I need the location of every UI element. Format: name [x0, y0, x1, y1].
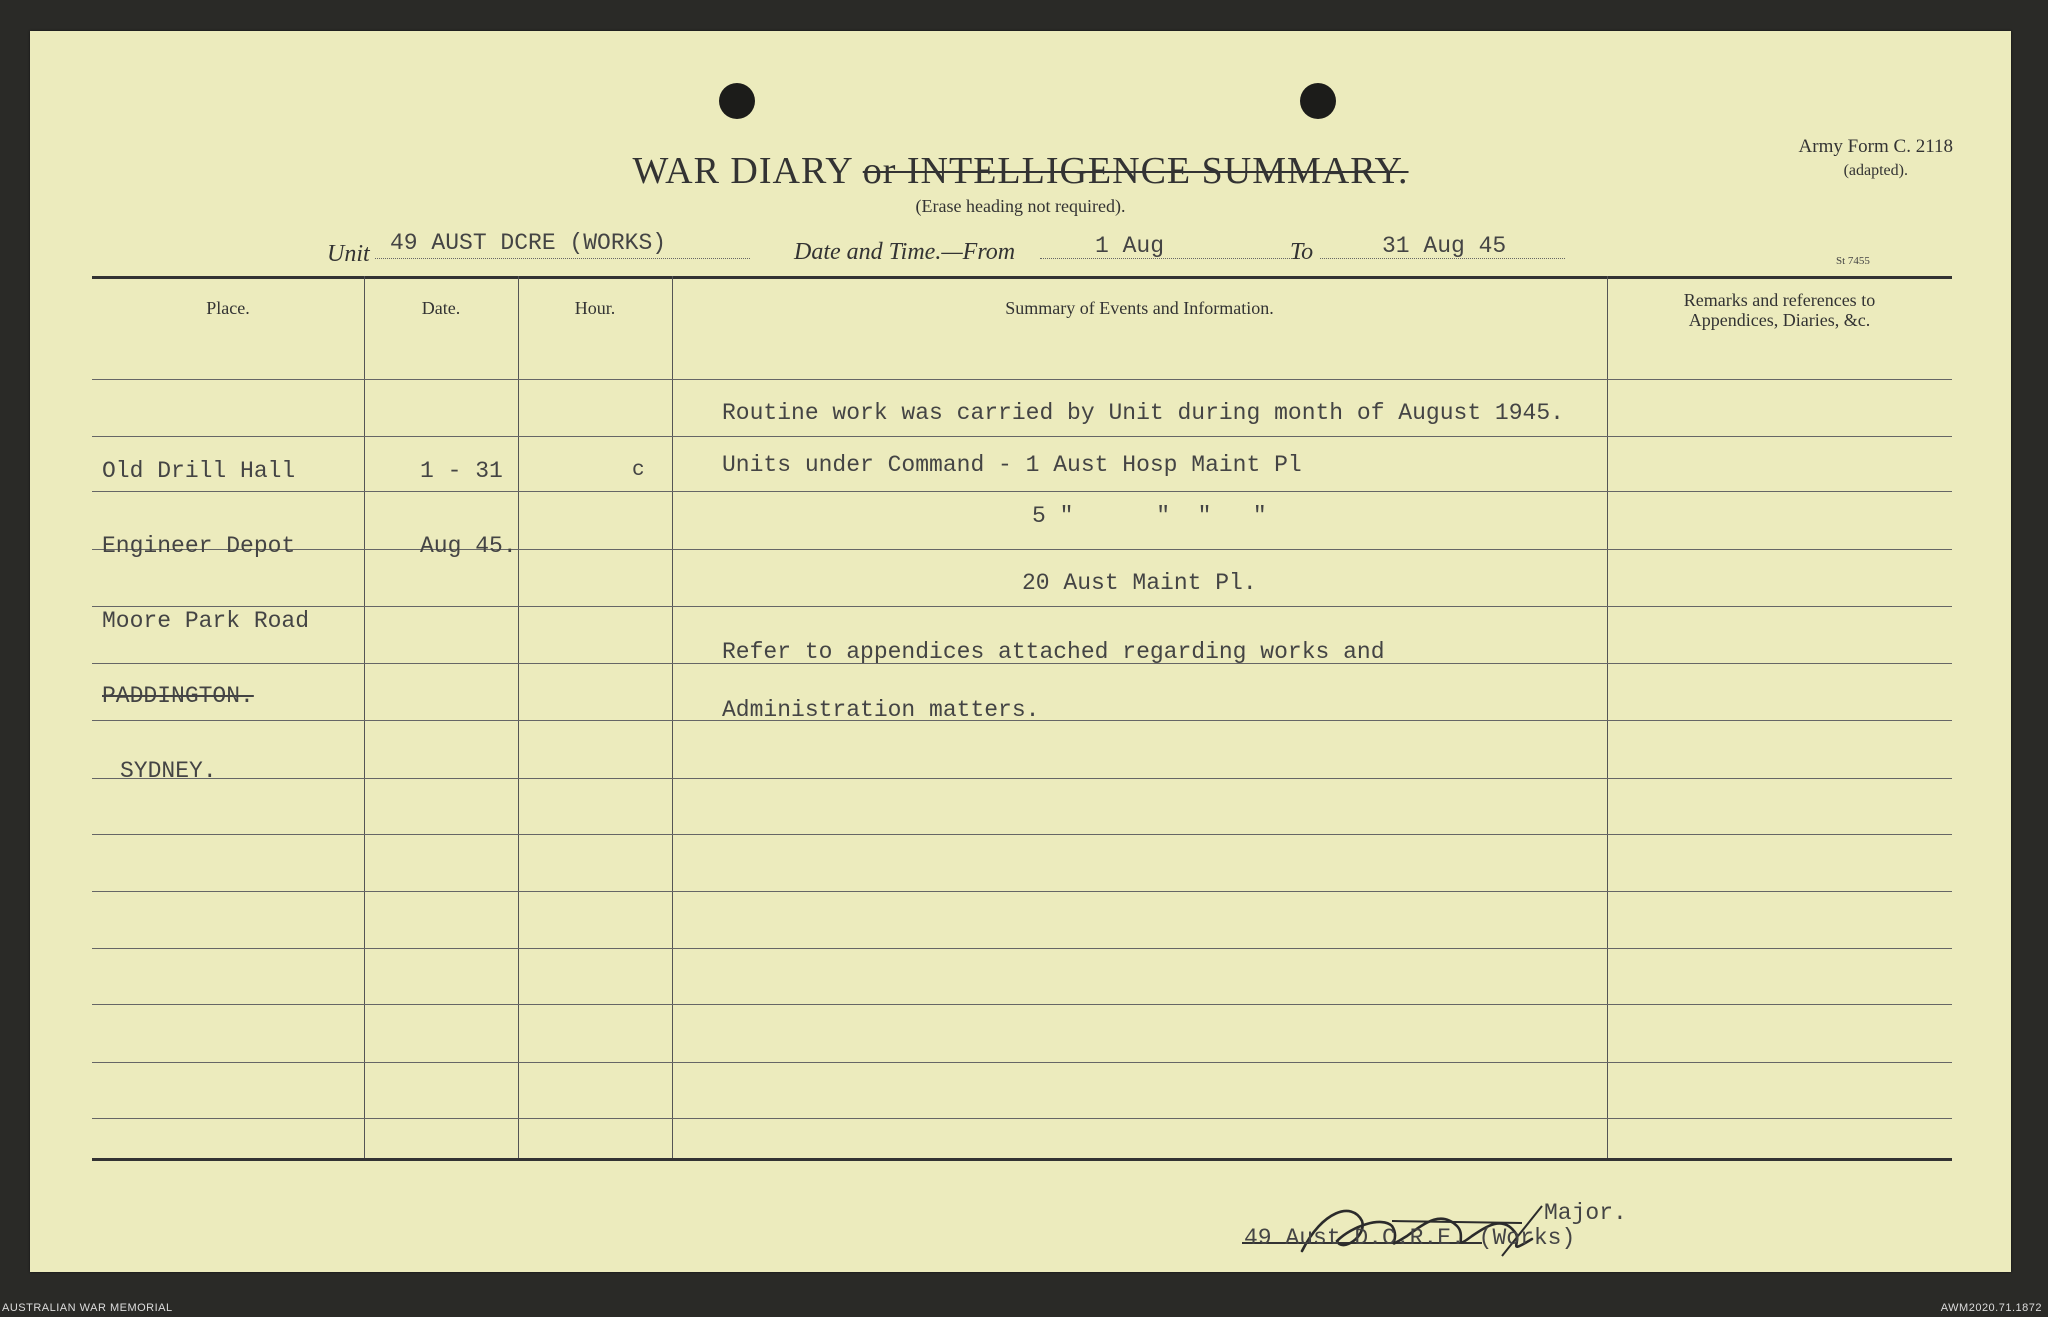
- column-divider: [364, 276, 365, 1161]
- summary-line: Refer to appendices attached regarding works and: [722, 639, 1385, 665]
- row-rule: [92, 549, 1952, 550]
- column-header-summary: Summary of Events and Information.: [1005, 298, 1274, 318]
- unit-label: Unit: [327, 241, 370, 267]
- table-top-rule: [92, 276, 1952, 279]
- date-from: 1 Aug: [1095, 233, 1165, 259]
- date-to: 31 Aug 45: [1382, 233, 1507, 259]
- summary-line: Units under Command - 1 Aust Hosp Maint Pl: [722, 452, 1302, 478]
- row-rule: [92, 778, 1952, 779]
- date-entry: [420, 409, 517, 609]
- row-rule: [92, 491, 1952, 492]
- summary-line: Administration matters.: [722, 697, 1040, 723]
- date-to-dotline: [1320, 258, 1565, 259]
- row-rule: [92, 606, 1952, 607]
- place-line: Old Drill Hall: [102, 458, 296, 484]
- column-header-date: Date.: [421, 298, 461, 318]
- date-from-dotline: [1040, 258, 1300, 259]
- column-header-hour: Hour.: [574, 298, 616, 318]
- diary-table: [92, 276, 1952, 1251]
- to-label: To: [1290, 239, 1314, 265]
- table-bottom-rule: [92, 1158, 1952, 1161]
- remarks-line-2: Appendices, Diaries, &c.: [1688, 310, 1871, 330]
- row-rule: [92, 834, 1952, 835]
- column-header-place: Place.: [206, 298, 250, 318]
- summary-line: 5 " " " ": [1032, 503, 1267, 529]
- footer-right: AWM2020.71.1872: [1940, 1302, 2042, 1314]
- hour-entry: c: [632, 459, 645, 482]
- column-divider: [672, 276, 673, 1161]
- row-rule: [92, 948, 1952, 949]
- unit-dotline: [375, 258, 750, 259]
- row-rule: [92, 436, 1952, 437]
- row-rule: [92, 379, 1952, 380]
- row-rule: [92, 1062, 1952, 1063]
- signature-unit: 49 Aust D.C.R.E. (Works): [1244, 1225, 1576, 1251]
- remarks-line-1: Remarks and references to: [1683, 290, 1876, 310]
- form-adapted: (adapted).: [1843, 162, 1908, 179]
- title-struck: or INTELLIGENCE SUMMARY.: [862, 150, 1409, 192]
- row-rule: [92, 1118, 1952, 1119]
- row-rule: [92, 891, 1952, 892]
- place-line: Moore Park Road: [102, 608, 310, 634]
- form-number: Army Form C. 2118: [1798, 136, 1953, 157]
- date-line: 1 - 31: [420, 458, 503, 484]
- place-line: Engineer Depot: [102, 533, 296, 559]
- column-header-remarks: [1607, 290, 1952, 330]
- date-label: Date and Time.—From: [794, 239, 1016, 265]
- place-line: PADDINGTON.: [102, 683, 254, 709]
- place-entry: [102, 409, 309, 834]
- diary-page: [30, 31, 2011, 1272]
- summary-line: Routine work was carried by Unit during month of August 1945.: [722, 400, 1564, 426]
- footer-left: AUSTRALIAN WAR MEMORIAL: [2, 1302, 173, 1314]
- place-line: SYDNEY.: [120, 758, 217, 784]
- column-divider: [518, 276, 519, 1161]
- row-rule: [92, 1004, 1952, 1005]
- date-line: Aug 45.: [420, 533, 517, 559]
- title-kept: WAR DIARY: [632, 150, 853, 192]
- erase-note: (Erase heading not required).: [915, 196, 1126, 216]
- signature-rank: Major.: [1544, 1200, 1627, 1226]
- column-divider: [1607, 276, 1608, 1161]
- unit-value: 49 AUST DCRE (WORKS): [390, 230, 667, 256]
- summary-line: 20 Aust Maint Pl.: [1022, 570, 1257, 596]
- stock-code: St 7455: [1836, 255, 1870, 267]
